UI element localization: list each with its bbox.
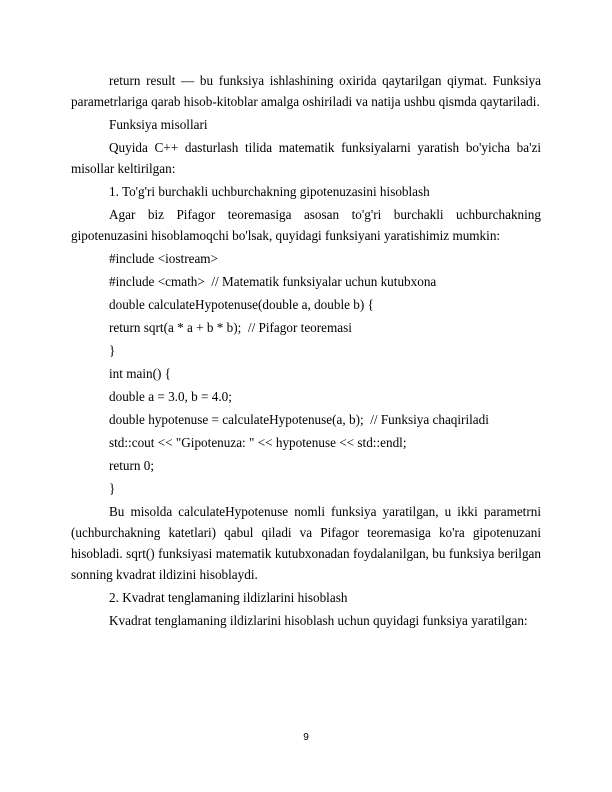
code-line: return 0; [109,458,155,473]
code-line: double calculateHypotenuse(double a, double b) { [109,297,374,312]
paragraph-return-result: return result — bu funksiya ishlashining oxirida qaytarilgan qiymat. Funksiya parametrlariga qarab hisob-kitoblar amalga oshiriladi va natija ushbu qismda qaytariladi. [71,73,541,109]
document-body [71,70,541,633]
paragraph-quadratic-intro: Kvadrat tenglamaning ildizlarini hisoblash uchun quyidagi funksiya yaratilgan: [109,613,528,628]
code-line: int main() { [109,366,171,381]
code-line: std::cout << "Gipotenuza: " << hypotenuse << std::endl; [109,435,407,450]
paragraph-example-explanation: Bu misolda calculateHypotenuse nomli funksiya yaratilgan, u ikki parametrni (uchburchakning katetlari) qabul qiladi va Pifagor teoremasiga ko'ra gipotenuzani hisobladi. sqrt() funksiyasi matematik kutubxonadan foydalanilgan, bu funksiya berilgan sonning kvadrat ildizini hisoblaydi. [71,504,541,582]
paragraph-examples-intro: Quyida C++ dasturlash tilida matematik funksiyalarni yaratish bo'yicha ba'zi misollar keltirilgan: [71,140,541,176]
code-line: return sqrt(a * a + b * b); // Pifagor teoremasi [109,320,352,335]
heading-hypotenuse: 1. To'g'ri burchakli uchburchakning gipotenuzasini hisoblash [109,184,430,199]
code-line: } [109,481,116,496]
code-line: #include <cmath> // Matematik funksiyalar uchun kutubxona [109,274,437,289]
heading-quadratic-roots: 2. Kvadrat tenglamaning ildizlarini hisoblash [109,590,348,605]
code-line: } [109,343,116,358]
page-number: 9 [303,732,309,743]
code-line: double a = 3.0, b = 4.0; [109,389,232,404]
code-line: double hypotenuse = calculateHypotenuse(a, b); // Funksiya chaqiriladi [109,412,489,427]
heading-function-examples: Funksiya misollari [109,117,208,132]
code-line: #include <iostream> [109,251,218,266]
paragraph-pythagoras-intro: Agar biz Pifagor teoremasiga asosan to'g'ri burchakli uchburchakning gipotenuzasini hisoblamoqchi bo'lsak, quyidagi funksiyani yaratishimiz mumkin: [71,207,541,243]
